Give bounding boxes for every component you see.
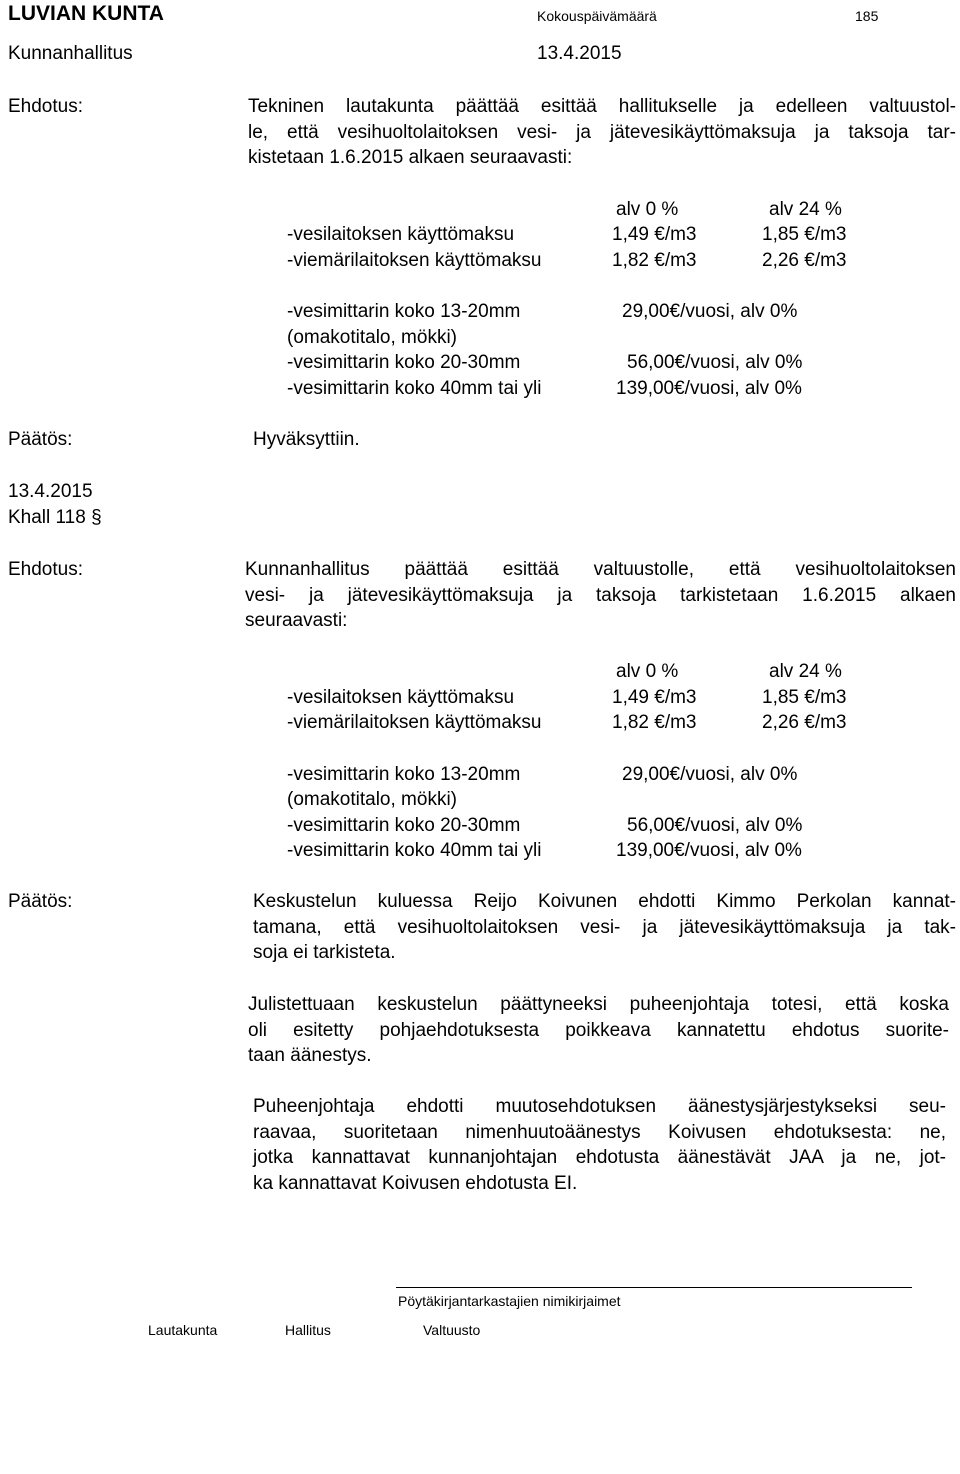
meter-price: 56,00€/vuosi, alv 0% [627, 352, 803, 373]
signature-divider [396, 1287, 912, 1288]
fee-name: -vesilaitoksen käyttömaksu [287, 224, 515, 245]
decision-line: ka kannattavat Koivusen ehdotusta EI. [253, 1172, 578, 1194]
meter-name: -vesimittarin koko 40mm tai yli [287, 378, 542, 399]
section-date: 13.4.2015 [8, 481, 93, 502]
signature-col-valtuusto: Valtuusto [423, 1322, 481, 1338]
meter-name: -vesimittarin koko 13-20mm [287, 301, 521, 322]
decision-line: Julistettuaan keskustelun päättyneeksi puheenjohtaja totesi, että koska [248, 994, 949, 1015]
fee-value-alv0: 1,82 €/m3 [612, 712, 697, 733]
decision-paragraph-3 [253, 1094, 946, 1196]
decision-line: soja ei tarkisteta. [253, 942, 396, 963]
proposal-line: seuraavasti: [245, 610, 348, 631]
decision-label: Päätös: [8, 429, 73, 450]
municipality-name: LUVIAN KUNTA [8, 2, 164, 25]
meter-price: 56,00€/vuosi, alv 0% [627, 815, 803, 836]
meter-name: -vesimittarin koko 20-30mm [287, 352, 521, 373]
fee-value-alv24: 1,85 €/m3 [762, 224, 847, 245]
decision-line: tamana, että vesihuoltolaitoksen vesi- ja jätevesikäyttömaksuja ja tak- [253, 916, 956, 938]
meter-name: -vesimittarin koko 13-20mm [287, 764, 521, 785]
meter-price: 29,00€/vuosi, alv 0% [622, 764, 798, 785]
decision-paragraph-2 [248, 992, 949, 1069]
section-reference: Khall 118 § [8, 507, 102, 528]
meeting-date: 13.4.2015 [537, 43, 622, 64]
meter-name: (omakotitalo, mökki) [287, 327, 457, 348]
meter-price: 139,00€/vuosi, alv 0% [616, 840, 802, 861]
decision-text: Hyväksyttiin. [253, 429, 360, 450]
fee-header-alv24: alv 24 % [769, 199, 842, 220]
proposal-line: Kunnanhallitus päättää esittää valtuustolle, että vesihuoltolaitoksen [245, 559, 956, 580]
fee-value-alv24: 2,26 €/m3 [762, 712, 847, 733]
proposal-line: vesi- ja jätevesikäyttömaksuja ja taksoja tarkistetaan 1.6.2015 alkaen [245, 584, 956, 606]
decision-line: oli esitetty pohjaehdotuksesta poikkeava kannatettu ehdotus suorite- [248, 1019, 949, 1041]
proposal-text [248, 94, 956, 171]
decision-line: Keskustelun kuluessa Reijo Koivunen ehdotti Kimmo Perkolan kannat- [253, 891, 956, 912]
fee-header-alv0: alv 0 % [616, 199, 679, 220]
meter-name: (omakotitalo, mökki) [287, 789, 457, 810]
proposal-text [245, 557, 956, 634]
proposal-line: le, että vesihuoltolaitoksen vesi- ja jätevesikäyttömaksuja ja taksoja tar- [248, 121, 956, 143]
meter-name: -vesimittarin koko 40mm tai yli [287, 840, 542, 861]
proposal-label: Ehdotus: [8, 559, 83, 580]
meter-price: 139,00€/vuosi, alv 0% [616, 378, 802, 399]
decision-paragraph-1 [253, 889, 956, 966]
decision-label: Päätös: [8, 891, 73, 912]
decision-line: raavaa, suoritetaan nimenhuutoäänestys Koivusen ehdotuksesta: ne, [253, 1121, 946, 1143]
page-number: 185 [855, 8, 879, 24]
signatures-label: Pöytäkirjantarkastajien nimikirjaimet [398, 1293, 621, 1309]
date-label: Kokouspäivämäärä [537, 8, 657, 24]
fee-value-alv0: 1,49 €/m3 [612, 224, 697, 245]
proposal-label: Ehdotus: [8, 96, 83, 117]
fee-value-alv0: 1,82 €/m3 [612, 250, 697, 271]
proposal-line: kistetaan 1.6.2015 alkaen seuraavasti: [248, 147, 573, 168]
meter-name: -vesimittarin koko 20-30mm [287, 815, 521, 836]
fee-name: -vesilaitoksen käyttömaksu [287, 687, 515, 708]
fee-name: -viemärilaitoksen käyttömaksu [287, 712, 542, 733]
fee-value-alv24: 2,26 €/m3 [762, 250, 847, 271]
meter-price: 29,00€/vuosi, alv 0% [622, 301, 798, 322]
fee-header-alv24: alv 24 % [769, 661, 842, 682]
fee-name: -viemärilaitoksen käyttömaksu [287, 250, 542, 271]
signature-col-lautakunta: Lautakunta [148, 1322, 218, 1338]
proposal-line: Tekninen lautakunta päättää esittää hallitukselle ja edelleen valtuustol- [248, 96, 956, 117]
fee-value-alv0: 1,49 €/m3 [612, 687, 697, 708]
decision-line: jotka kannattavat kunnanjohtajan ehdotusta äänestävät JAA ja ne, jot- [253, 1147, 946, 1168]
signature-col-hallitus: Hallitus [285, 1322, 331, 1338]
meeting-body: Kunnanhallitus [8, 43, 133, 64]
decision-line: Puheenjohtaja ehdotti muutosehdotuksen äänestysjärjestykseksi seu- [253, 1096, 946, 1117]
decision-line: taan äänestys. [248, 1045, 372, 1066]
fee-value-alv24: 1,85 €/m3 [762, 687, 847, 708]
fee-header-alv0: alv 0 % [616, 661, 679, 682]
